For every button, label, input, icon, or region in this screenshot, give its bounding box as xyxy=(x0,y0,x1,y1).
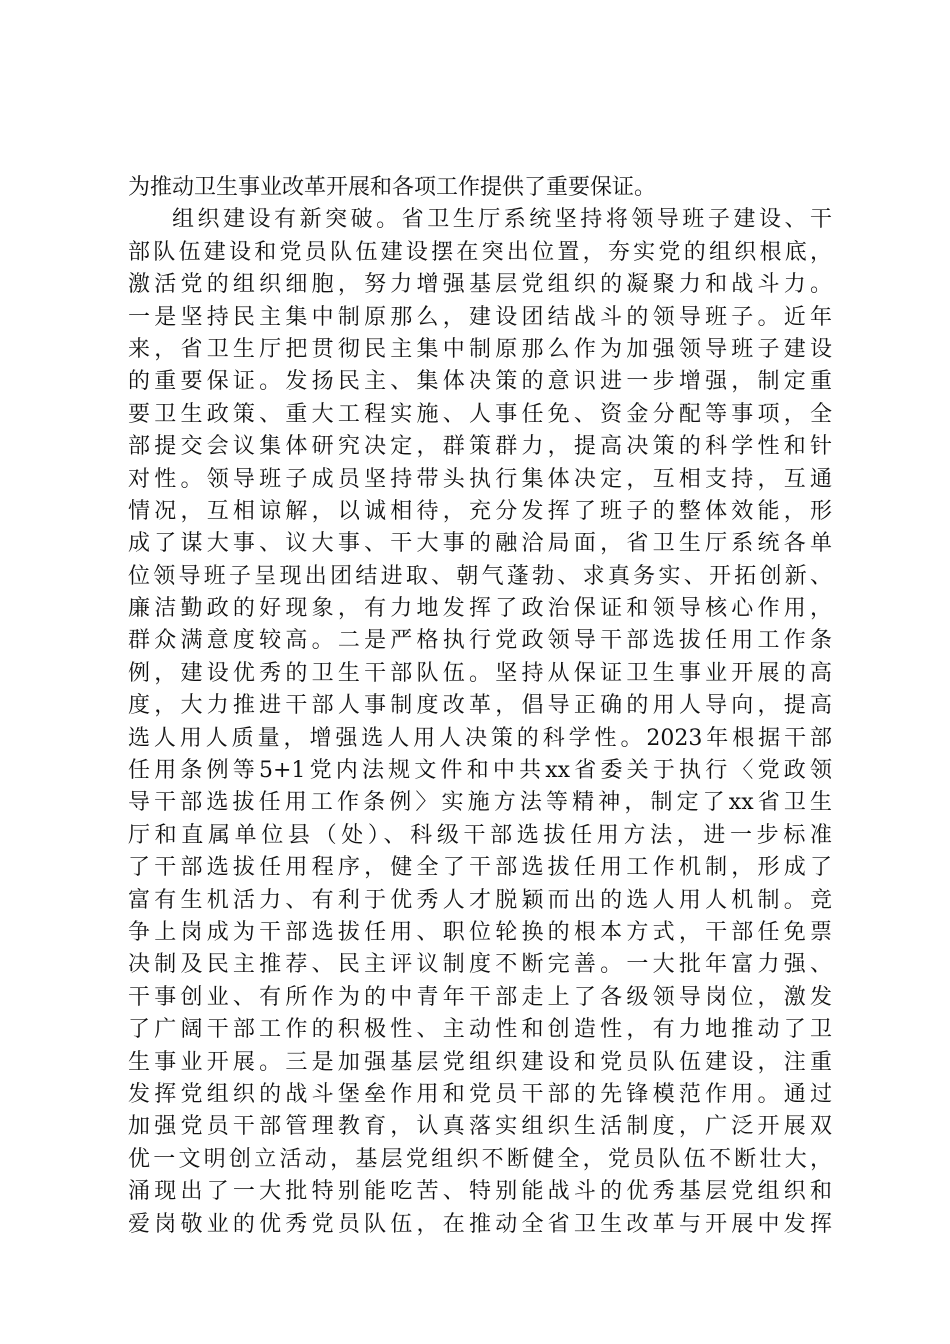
text-line: 廉洁勤政的好现象，有力地发挥了政治保证和领导核心作用， xyxy=(128,596,832,622)
paragraph-start-line: 组织建设有新突破。省卫生厅系统坚持将领导班子建设、干 xyxy=(172,207,832,233)
text-line: 要卫生政策、重大工程实施、人事任免、资金分配等事项，全 xyxy=(128,401,832,427)
text-line: 加强党员干部管理教育，认真落实组织生活制度，广泛开展双 xyxy=(128,1114,832,1140)
text-line: 部提交会议集体研究决定，群策群力，提高决策的科学性和针 xyxy=(128,434,832,460)
text-line: 对性。领导班子成员坚持带头执行集体决定，互相支持，互通 xyxy=(128,466,832,492)
text-line: 任用条例等5+1党内法规文件和中共xx省委关于执行〈党政领 xyxy=(128,758,832,784)
text-line: 位领导班子呈现出团结进取、朝气蓬勃、求真务实、开拓创新、 xyxy=(128,563,832,589)
text-line: 争上岗成为干部选拔任用、职位轮换的根本方式，干部任免票 xyxy=(128,919,832,945)
text-line: 优一文明创立活动，基层党组织不断健全，党员队伍不断壮大， xyxy=(128,1146,832,1172)
text-line: 来，省卫生厅把贯彻民主集中制原那么作为加强领导班子建设 xyxy=(128,336,832,362)
text-line: 为推动卫生事业改革开展和各项工作提供了重要保证。 xyxy=(128,175,657,200)
text-line: 一是坚持民主集中制原那么，建设团结战斗的领导班子。近年 xyxy=(128,304,832,330)
text-line: 群众满意度较高。二是严格执行党政领导干部选拔任用工作条 xyxy=(128,628,832,654)
text-line: 的重要保证。发扬民主、集体决策的意识进一步增强，制定重 xyxy=(128,369,832,395)
text-line: 了广阔干部工作的积极性、主动性和创造性，有力地推动了卫 xyxy=(128,1017,832,1043)
text-line: 选人用人质量，增强选人用人决策的科学性。2023年根据干部 xyxy=(128,725,832,751)
text-line: 例，建设优秀的卫生干部队伍。坚持从保证卫生事业开展的高 xyxy=(128,660,832,686)
text-line: 涌现出了一大批特别能吃苦、特别能战斗的优秀基层党组织和 xyxy=(128,1179,832,1205)
text-line: 发挥党组织的战斗堡垒作用和党员干部的先锋模范作用。通过 xyxy=(128,1081,832,1107)
body-text xyxy=(128,172,832,1241)
text-line: 干事创业、有所作为的中青年干部走上了各级领导岗位，激发 xyxy=(128,984,832,1010)
text-line: 成了谋大事、议大事、干大事的融洽局面，省卫生厅系统各单 xyxy=(128,531,832,557)
text-line: 导干部选拔任用工作条例〉实施方法等精神，制定了xx省卫生 xyxy=(128,790,832,816)
text-line: 厅和直属单位县（处）、科级干部选拔任用方法，进一步标准 xyxy=(128,822,832,848)
text-line: 决制及民主推荐、民主评议制度不断完善。一大批年富力强、 xyxy=(128,952,832,978)
text-line: 了干部选拔任用程序，健全了干部选拔任用工作机制，形成了 xyxy=(128,855,832,881)
text-line: 情况，互相谅解，以诚相待，充分发挥了班子的整体效能，形 xyxy=(128,498,832,524)
text-line: 部队伍建设和党员队伍建设摆在突出位置，夯实党的组织根底， xyxy=(128,239,832,265)
text-line: 生事业开展。三是加强基层党组织建设和党员队伍建设，注重 xyxy=(128,1049,832,1075)
text-line: 富有生机活力、有利于优秀人才脱颖而出的选人用人机制。竞 xyxy=(128,887,832,913)
text-line: 爱岗敬业的优秀党员队伍，在推动全省卫生改革与开展中发挥 xyxy=(128,1211,832,1237)
text-line: 度，大力推进干部人事制度改革，倡导正确的用人导向，提高 xyxy=(128,693,832,719)
text-line: 激活党的组织细胞，努力增强基层党组织的凝聚力和战斗力。 xyxy=(128,272,832,298)
